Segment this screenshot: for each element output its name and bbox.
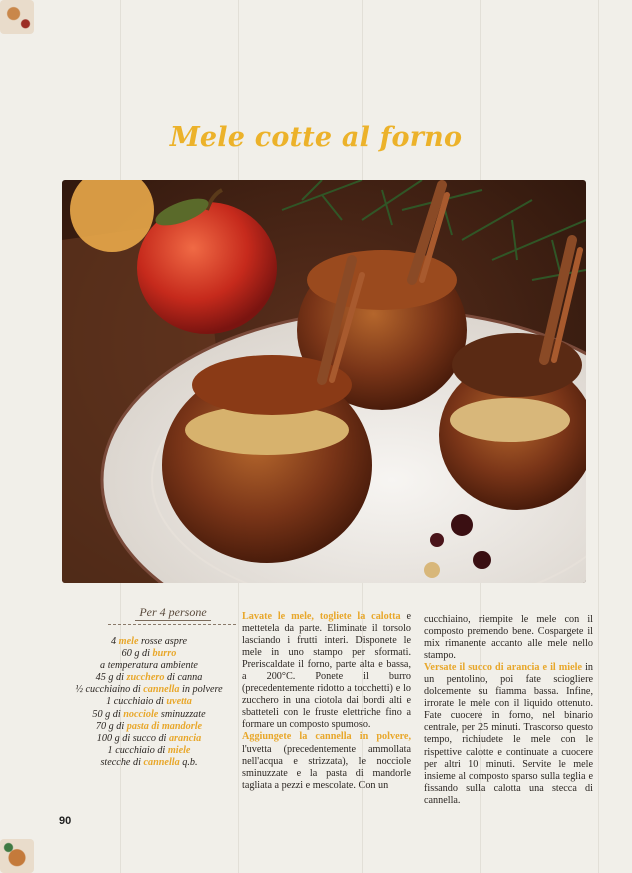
ingredient-item xyxy=(58,672,240,684)
page-number: 90 xyxy=(59,815,72,827)
instruction-highlight: Lavate le mele, togliete la calotta xyxy=(242,611,401,622)
instruction-paragraph xyxy=(242,731,411,791)
ingredient-highlight: cannella xyxy=(143,684,180,696)
ingredient-item xyxy=(58,709,240,721)
ingredient-text: 1 cucchiaio di xyxy=(106,696,167,708)
instruction-paragraph xyxy=(424,662,593,807)
ingredient-item xyxy=(58,721,240,733)
ingredient-highlight: cannella xyxy=(143,756,180,768)
ingredient-item xyxy=(58,648,240,660)
instructions-column-1 xyxy=(242,611,411,792)
ingredient-text: 4 xyxy=(111,636,119,647)
ingredient-highlight: burro xyxy=(152,648,177,660)
ingredient-item xyxy=(58,660,240,672)
baked-apples-image xyxy=(62,180,586,583)
instruction-paragraph xyxy=(242,611,411,731)
ingredient-item xyxy=(58,696,240,708)
ingredient-text: 1 cucchiaio di xyxy=(107,744,168,756)
recipe-title: Mele cotte al forno xyxy=(169,122,463,154)
servings-label: Per 4 persone xyxy=(104,605,242,620)
ingredient-item xyxy=(58,684,240,696)
ingredient-highlight: pasta di mandorle xyxy=(126,720,203,732)
ingredient-item xyxy=(58,757,240,769)
recipe-photo xyxy=(62,180,586,583)
decorative-divider xyxy=(108,621,236,625)
ingredient-highlight: miele xyxy=(167,744,191,756)
instruction-text: in un pentolino, poi fate sciogliere dolcemente su fiamma bassa. Infine, irrorate le mele con il liquido ottenuto. Fate cuocere in forno, nel binario centrale, per 25 minuti. Trascorso questo tempo, richiudete le mele con le rispettive calotte e continuate a cuocere per altri 10 minuti. Servite le mele insieme al composto sparso sulla teglia e fissando sulla calotta una stecca di cannella. xyxy=(424,662,593,806)
ingredient-highlight: mele xyxy=(118,636,139,647)
ingredient-text: a temperatura ambiente xyxy=(100,660,198,672)
ingredient-text: q.b. xyxy=(179,756,198,768)
ingredient-text: 100 g di succo di xyxy=(96,732,169,744)
ingredient-highlight: uvetta xyxy=(166,696,192,708)
ingredient-text: di canna xyxy=(164,672,203,684)
ingredient-text: ½ cucchiaino di xyxy=(75,684,144,696)
gingerbread-house-icon xyxy=(0,839,34,873)
ingredient-text: rosse aspre xyxy=(138,636,187,647)
ingredient-text: stecche di xyxy=(100,756,144,768)
ingredient-highlight: nocciole xyxy=(123,708,159,720)
ingredient-item xyxy=(58,636,240,648)
instructions-column-2 xyxy=(424,614,593,807)
ingredient-item xyxy=(58,745,240,757)
ingredient-highlight: arancia xyxy=(168,732,202,744)
gingerbread-decoration-icon xyxy=(0,0,34,34)
ingredient-text: sminuzzate xyxy=(158,708,206,720)
ingredients-list xyxy=(58,636,240,769)
ingredient-text: 70 g di xyxy=(95,720,127,732)
instruction-text: cucchiaino, riempite le mele con il composto premendo bene. Cospargete il mix rimanente accanto alle mele nello stampo. xyxy=(424,614,593,662)
ingredient-text: 60 g di xyxy=(121,648,153,660)
instruction-text: l'uvetta (precedentemente ammollata nell'acqua e strizzata), le nocciole sminuzzate e la pasta di mandorle tagliata a pezzi e mescolate. Con un xyxy=(242,743,411,791)
instruction-paragraph xyxy=(424,614,593,662)
ingredient-text: 50 g di xyxy=(92,708,124,720)
instruction-text: e mettetela da parte. Eliminate il torsolo lasciando i frutti interi. Disponete le mele in uno stampo per sformati. Preriscaldate il forno, parte alta e bassa, a 200°C. Ponete il burro (precedentemente ridotto a tocchetti) e lo zucchero in una ciotola dai bordi alti e sbatteteli con le fruste elettriche fino a formare un composto spumoso. xyxy=(242,611,411,731)
instruction-highlight: Versate il succo di arancia e il miele xyxy=(424,662,582,674)
ingredient-text: in polvere xyxy=(179,684,223,696)
ingredient-item xyxy=(58,733,240,745)
ingredient-text: 45 g di xyxy=(95,672,127,684)
instruction-highlight: Aggiungete la cannella in polvere, xyxy=(242,731,411,743)
ingredient-highlight: zucchero xyxy=(126,672,165,684)
